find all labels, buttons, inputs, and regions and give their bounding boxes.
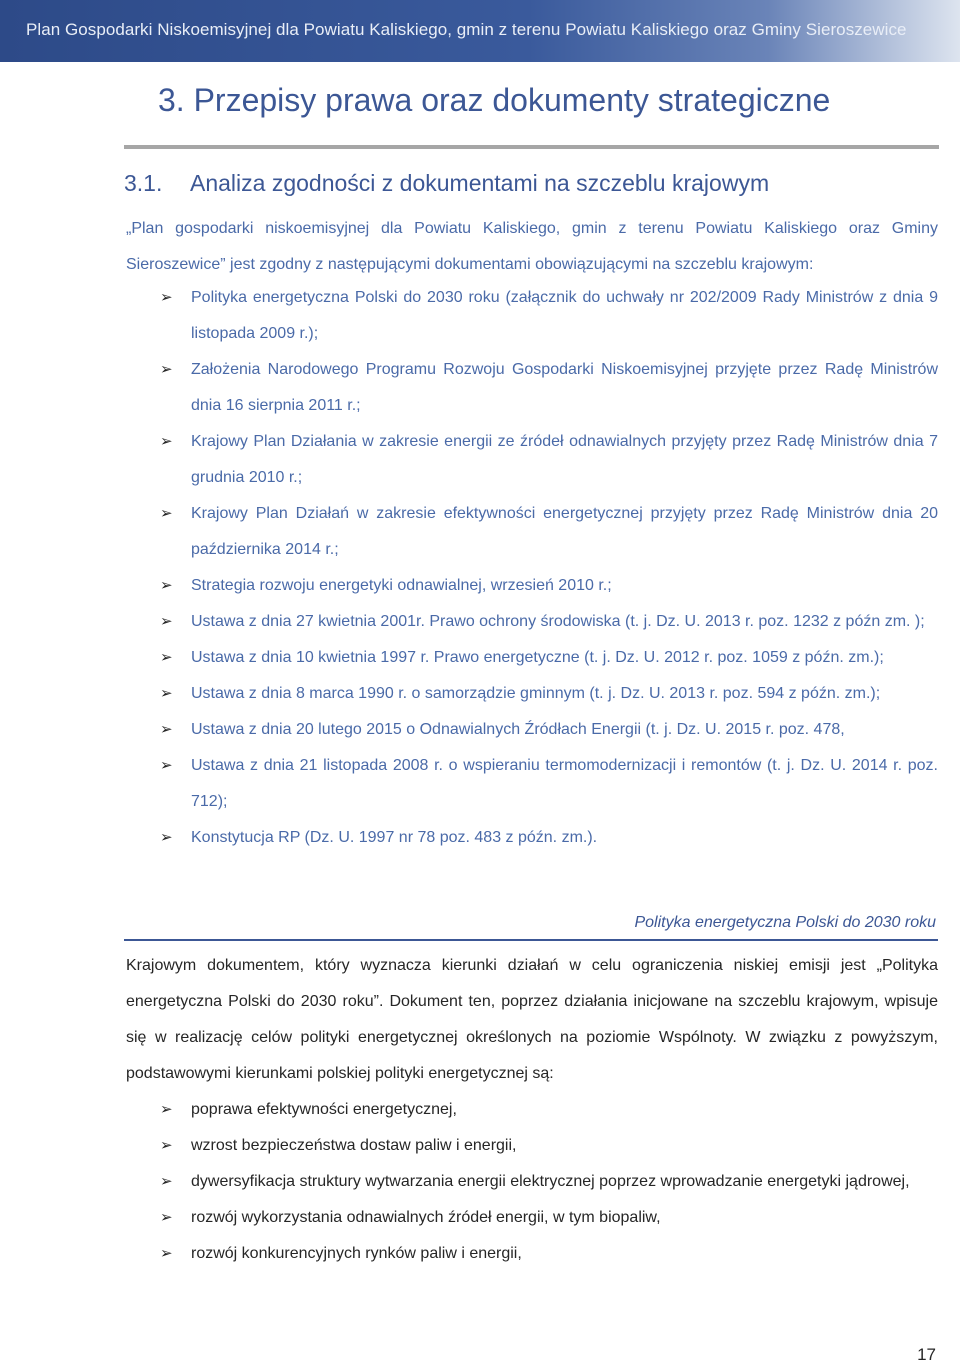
arrow-bullet-icon: ➢ xyxy=(160,1101,173,1118)
arrow-bullet-icon: ➢ xyxy=(160,1245,173,1262)
list-item: ➢ Założenia Narodowego Programu Rozwoju Gospodarki Niskoemisyjnej przyjęte przez Radę Ministrów dnia 16 sierpnia 2011 r.; xyxy=(126,352,938,424)
list-item: ➢ Ustawa z dnia 8 marca 1990 r. o samorządzie gminnym (t. j. Dz. U. 2013 r. poz. 594 z późn. zm.); xyxy=(126,676,938,712)
section-heading xyxy=(124,170,769,197)
arrow-bullet-icon: ➢ xyxy=(160,685,173,702)
list-item: ➢ Krajowy Plan Działania w zakresie energii ze źródeł odnawialnych przyjęty przez Radę Ministrów dnia 7 grudnia 2010 r.; xyxy=(126,424,938,496)
chapter-divider xyxy=(124,145,939,149)
list-item: ➢ dywersyfikacja struktury wytwarzania energii elektrycznej poprzez wprowadzanie energetyki jądrowej, xyxy=(126,1164,938,1200)
documents-list xyxy=(126,280,938,856)
section-number: 3.1. xyxy=(124,170,163,196)
list-item: ➢ rozwój wykorzystania odnawialnych źródeł energii, w tym biopaliw, xyxy=(126,1200,938,1236)
arrow-bullet-icon: ➢ xyxy=(160,613,173,630)
document-header-title: Plan Gospodarki Niskoemisyjnej dla Powiatu Kaliskiego, gmin z terenu Powiatu Kaliskiego oraz Gminy Sieroszewice xyxy=(26,20,907,39)
list-item: ➢ poprawa efektywności energetycznej, xyxy=(126,1092,938,1128)
subsection-divider xyxy=(124,939,938,941)
subsection-heading: Polityka energetyczna Polski do 2030 roku xyxy=(634,914,936,931)
arrow-bullet-icon: ➢ xyxy=(160,829,173,846)
list-item: ➢ Ustawa z dnia 20 lutego 2015 o Odnawialnych Źródłach Energii (t. j. Dz. U. 2015 r. poz. 478, xyxy=(126,712,938,748)
list-item: ➢ rozwój konkurencyjnych rynków paliw i energii, xyxy=(126,1236,938,1272)
list-item: ➢ Polityka energetyczna Polski do 2030 roku (załącznik do uchwały nr 202/2009 Rady Ministrów z dnia 9 listopada 2009 r.); xyxy=(126,280,938,352)
intro-paragraph: „Plan gospodarki niskoemisyjnej dla Powiatu Kaliskiego, gmin z terenu Powiatu Kaliskiego oraz Gminy Sieroszewice” jest zgodny z następującymi dokumentami obowiązującymi na szczeblu krajowym: xyxy=(126,220,938,273)
body-paragraph: Krajowym dokumentem, który wyznacza kierunki działań w celu ograniczenia niskiej emisji jest „Polityka energetyczna Polski do 2030 roku”. Dokument ten, poprzez działania inicjowane na szczeblu krajowym, wpisuje się w realizację celów polityki energetycznej określonych na poziomie Wspólnoty. W związku z powyższym, podstawowymi kierunkami polskiej polityki energetycznej są: xyxy=(126,957,938,1082)
directions-list xyxy=(126,1092,938,1272)
arrow-bullet-icon: ➢ xyxy=(160,361,173,378)
arrow-bullet-icon: ➢ xyxy=(160,1173,173,1190)
list-item: ➢ Ustawa z dnia 10 kwietnia 1997 r. Prawo energetyczne (t. j. Dz. U. 2012 r. poz. 1059 z późn. zm.); xyxy=(126,640,938,676)
arrow-bullet-icon: ➢ xyxy=(160,577,173,594)
list-item: ➢ Ustawa z dnia 27 kwietnia 2001r. Prawo ochrony środowiska (t. j. Dz. U. 2013 r. poz. 1232 z późn zm. ); xyxy=(126,604,938,640)
arrow-bullet-icon: ➢ xyxy=(160,1209,173,1226)
arrow-bullet-icon: ➢ xyxy=(160,757,173,774)
section-title: Analiza zgodności z dokumentami na szczeblu krajowym xyxy=(190,170,770,196)
list-item: ➢ Konstytucja RP (Dz. U. 1997 nr 78 poz. 483 z późn. zm.). xyxy=(126,820,938,856)
arrow-bullet-icon: ➢ xyxy=(160,649,173,666)
header-bar xyxy=(0,0,960,62)
list-item: ➢ Krajowy Plan Działań w zakresie efektywności energetycznej przyjęty przez Radę Ministrów dnia 20 października 2014 r.; xyxy=(126,496,938,568)
arrow-bullet-icon: ➢ xyxy=(160,1137,173,1154)
list-item: ➢ Ustawa z dnia 21 listopada 2008 r. o wspieraniu termomodernizacji i remontów (t. j. Dz. U. 2014 r. poz. 712); xyxy=(126,748,938,820)
arrow-bullet-icon: ➢ xyxy=(160,505,173,522)
list-item: ➢ wzrost bezpieczeństwa dostaw paliw i energii, xyxy=(126,1128,938,1164)
chapter-title: 3. Przepisy prawa oraz dokumenty strategiczne xyxy=(158,82,831,118)
arrow-bullet-icon: ➢ xyxy=(160,721,173,738)
arrow-bullet-icon: ➢ xyxy=(160,289,173,306)
page-number: 17 xyxy=(917,1345,936,1364)
list-item: ➢ Strategia rozwoju energetyki odnawialnej, wrzesień 2010 r.; xyxy=(126,568,938,604)
arrow-bullet-icon: ➢ xyxy=(160,433,173,450)
